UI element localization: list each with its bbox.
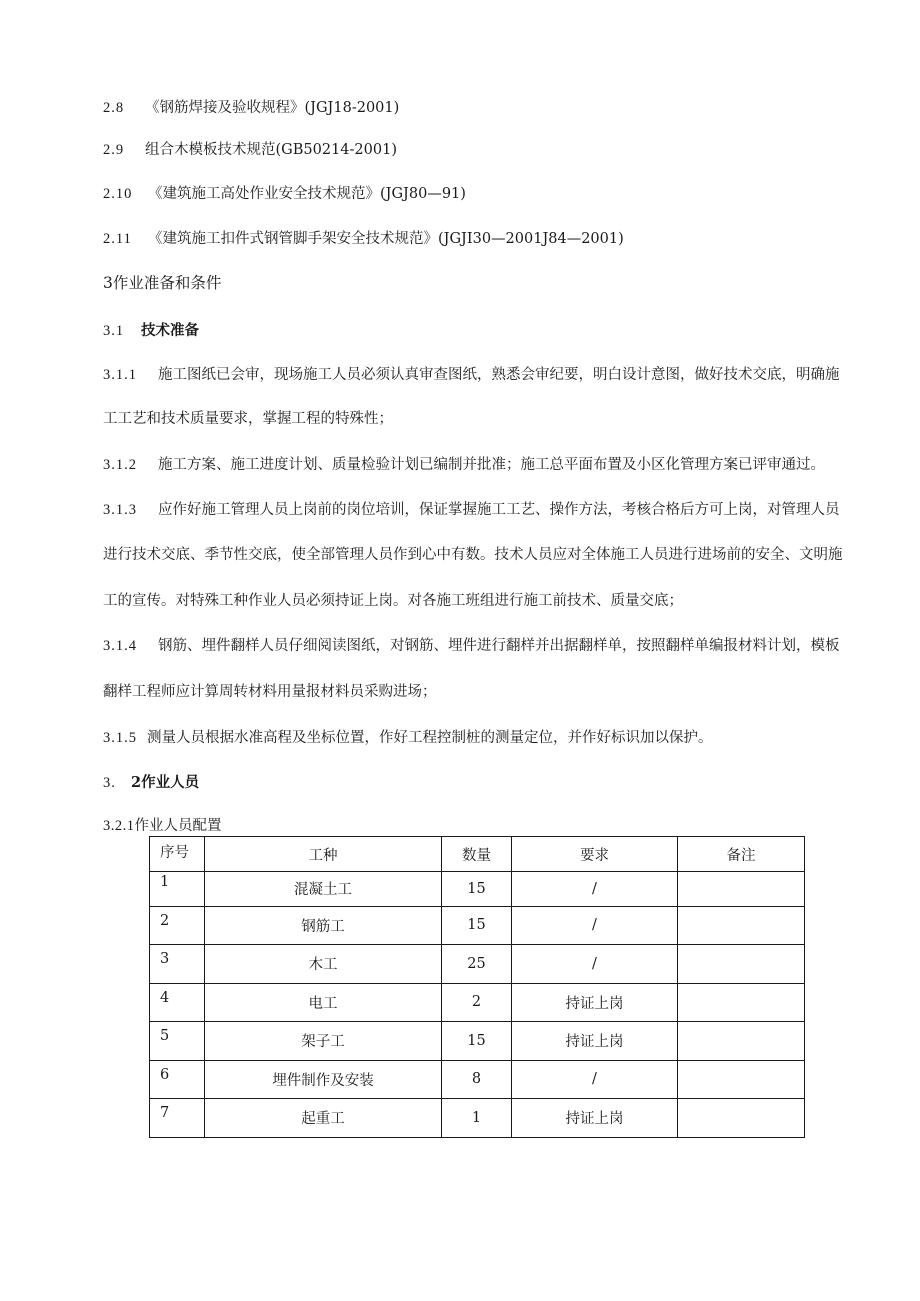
cell-index: 5 [150, 1022, 205, 1061]
item-number: 2.8 [103, 100, 125, 116]
table-row [150, 1060, 805, 1099]
item-number: 2.10 [103, 186, 133, 202]
item-number: 2.11 [103, 231, 132, 247]
item-number: 3.1.5 [103, 730, 137, 746]
cell-trade: 钢筋工 [205, 906, 442, 945]
cell-requirement: 持证上岗 [512, 1022, 678, 1061]
section-heading: 3作业准备和条件 [103, 274, 222, 292]
cell-requirement: / [512, 872, 678, 907]
cell-requirement: / [512, 906, 678, 945]
para-3-1-2 [103, 455, 825, 475]
para-3-1-4-line1 [103, 636, 840, 656]
cell-count: 2 [442, 983, 512, 1022]
cell-index: 7 [150, 1099, 205, 1138]
cell-index: 3 [150, 945, 205, 984]
table-row [150, 1099, 805, 1138]
para-3-1-5 [103, 728, 713, 748]
para-3-1-3-line3: 工的宣传。对特殊工种作业人员必须持证上岗。对各施工班组进行施工前技术、质量交底； [103, 593, 683, 609]
cell-remark [678, 983, 805, 1022]
table-row [150, 1022, 805, 1061]
cell-remark [678, 1099, 805, 1138]
cell-trade: 木工 [205, 945, 442, 984]
subsection-title: 技术准备 [141, 322, 199, 339]
cell-remark [678, 906, 805, 945]
subsection-3-2-heading [103, 773, 199, 793]
table-row [150, 945, 805, 984]
cell-requirement: 持证上岗 [512, 983, 678, 1022]
para-text: 施工方案、施工进度计划、质量检验计划已编制并批准；施工总平面布置及小区化管理方案已评审通过。 [158, 457, 825, 473]
cell-trade: 起重工 [205, 1099, 442, 1138]
cell-trade: 电工 [205, 983, 442, 1022]
cell-requirement: 持证上岗 [512, 1099, 678, 1138]
item-text: 《钢筋焊接及验收规程》(JGJ18-2001) [145, 100, 400, 116]
cell-count: 15 [442, 872, 512, 907]
cell-trade: 埋件制作及安装 [205, 1060, 442, 1099]
cell-requirement: / [512, 945, 678, 984]
item-number: 2.9 [103, 142, 125, 158]
cell-index: 4 [150, 983, 205, 1022]
item-number: 3.2.1 [103, 818, 135, 834]
standard-2-9 [103, 140, 397, 160]
item-number: 3.1.3 [103, 502, 137, 518]
standard-2-10 [103, 184, 466, 204]
header-cell: 备注 [678, 837, 805, 872]
para-3-1-4-line2: 翻样工程师应计算周转材料用量报材料员采购进场； [103, 684, 437, 700]
table-row [150, 983, 805, 1022]
subsection-3-2-1-heading [103, 816, 222, 836]
cell-count: 25 [442, 945, 512, 984]
cell-count: 8 [442, 1060, 512, 1099]
cell-count: 1 [442, 1099, 512, 1138]
item-text: 《建筑施工高处作业安全技术规范》(JGJ80—91) [148, 186, 466, 202]
para-text: 测量人员根据水准高程及坐标位置，作好工程控制桩的测量定位，并作好标识加以保护。 [147, 730, 713, 746]
subsection-3-1-heading [103, 321, 199, 341]
subsection-title: 2作业人员 [131, 774, 200, 791]
cell-count: 15 [442, 906, 512, 945]
item-number: 3. [103, 775, 116, 791]
table-row [150, 906, 805, 945]
cell-requirement: / [512, 1060, 678, 1099]
cell-trade: 架子工 [205, 1022, 442, 1061]
para-3-1-3-line2: 进行技术交底、季节性交底，使全部管理人员作到心中有数。技术人员应对全体施工人员进行进场前的安全、文明施 [103, 547, 843, 563]
item-number: 3.1 [103, 323, 125, 339]
header-cell: 数量 [442, 837, 512, 872]
para-text: 施工图纸已会审，现场施工人员必须认真审查图纸，熟悉会审纪要，明白设计意图，做好技术交底，明确施 [158, 367, 840, 383]
cell-count: 15 [442, 1022, 512, 1061]
cell-remark [678, 945, 805, 984]
table-row [150, 872, 805, 907]
item-number: 3.1.1 [103, 367, 137, 383]
header-cell: 序号 [150, 837, 205, 872]
cell-remark [678, 872, 805, 907]
crew-table [149, 836, 805, 1138]
header-cell: 要求 [512, 837, 678, 872]
cell-remark [678, 1060, 805, 1099]
item-text: 《建筑施工扣件式钢管脚手架安全技术规范》(JGJI30—2001J84—2001) [148, 231, 624, 247]
para-3-1-1-line2: 工工艺和技术质量要求，掌握工程的特殊性； [103, 411, 393, 427]
para-text: 应作好施工管理人员上岗前的岗位培训，保证掌握施工工艺、操作方法，考核合格后方可上岗，对管理人员 [158, 502, 840, 518]
para-3-1-3-line1 [103, 500, 840, 520]
para-3-1-1-line1 [103, 365, 840, 385]
item-number: 3.1.4 [103, 638, 137, 654]
standard-2-8 [103, 98, 399, 118]
header-cell: 工种 [205, 837, 442, 872]
item-text: 组合木模板技术规范(GB50214-2001) [145, 142, 397, 158]
cell-remark [678, 1022, 805, 1061]
cell-index: 1 [150, 872, 205, 907]
standard-2-11 [103, 229, 624, 249]
cell-index: 2 [150, 906, 205, 945]
para-text: 钢筋、埋件翻样人员仔细阅读图纸，对钢筋、埋件进行翻样并出据翻样单，按照翻样单编报材料计划，模板 [158, 638, 840, 654]
subsection-title: 作业人员配置 [134, 818, 222, 834]
table-header-row [150, 837, 805, 872]
item-number: 3.1.2 [103, 457, 137, 473]
cell-trade: 混凝土工 [205, 872, 442, 907]
cell-index: 6 [150, 1060, 205, 1099]
